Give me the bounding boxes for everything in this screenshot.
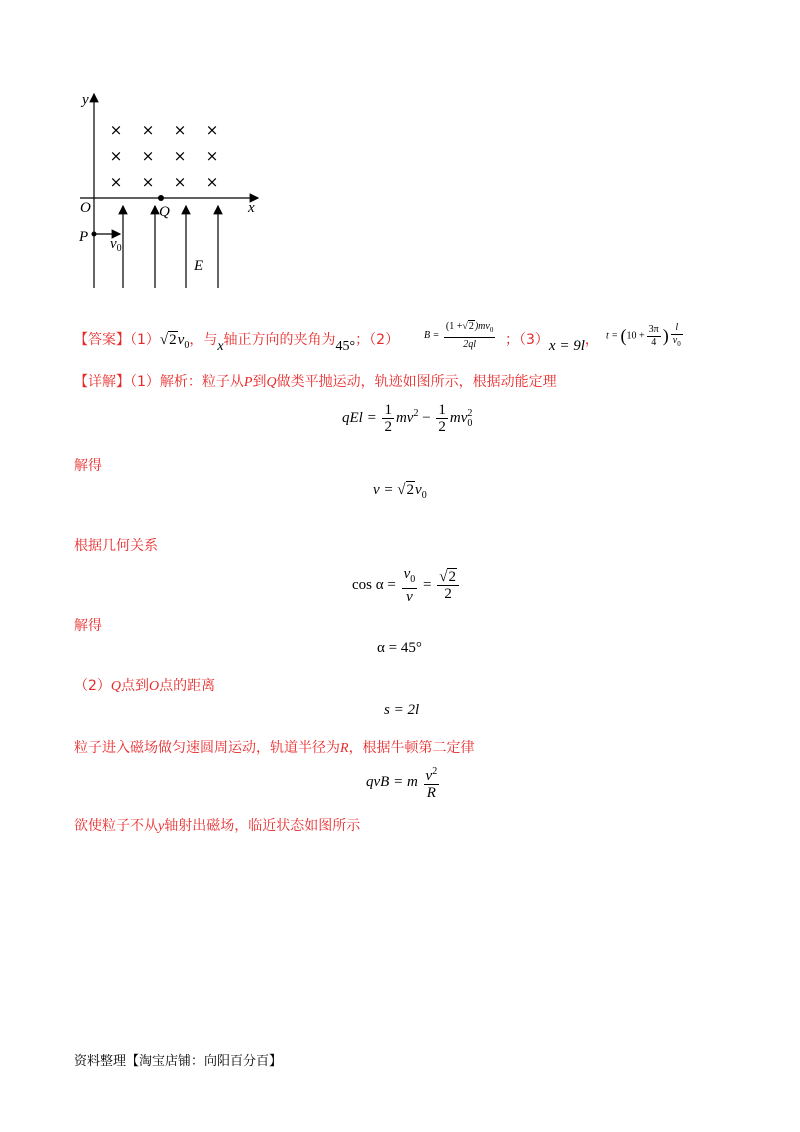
label-x: x bbox=[248, 200, 255, 216]
b-field-cross: × bbox=[205, 121, 219, 139]
answer-line-part3: ；（3）x = 9l， bbox=[505, 332, 599, 354]
b-field-cross: × bbox=[109, 121, 123, 139]
point-p bbox=[92, 232, 97, 237]
detail-geometry: 根据几何关系 bbox=[74, 538, 158, 554]
b-field-cross: × bbox=[205, 147, 219, 165]
label-e: E bbox=[194, 258, 204, 274]
b-field-cross: × bbox=[141, 173, 155, 191]
b-field-cross: × bbox=[173, 147, 187, 165]
b-field-cross: × bbox=[109, 147, 123, 165]
detail-line-3: 粒子进入磁场做匀速圆周运动，轨道半径为R，根据牛顿第二定律 bbox=[74, 740, 475, 756]
b-field-cross: × bbox=[205, 173, 219, 191]
b-field-cross: × bbox=[173, 173, 187, 191]
detail-line-4: 欲使粒子不从y轴射出磁场，临近状态如图所示 bbox=[74, 818, 361, 834]
equation-energy: qEl = $\frac{1}{2}$ $mv^2$ − $\frac{1}{2}$ mv 2 0 bbox=[342, 402, 473, 435]
answer-t-formula: t = (10 + $\frac{3\pi}{4}$ ) $\frac{l}{v_0}$ bbox=[606, 322, 681, 348]
magnetic-field-crosses bbox=[110, 121, 219, 191]
b-field-cross: × bbox=[109, 173, 123, 191]
detail-line-2: （2）Q点到O点的距离 bbox=[74, 678, 216, 694]
equation-newton: qvB = m $\frac{v^2}{R}$ bbox=[366, 766, 438, 801]
label-v0: $v_0$ bbox=[110, 236, 122, 254]
equation-distance: s = 2l bbox=[384, 702, 420, 718]
label-p: P bbox=[79, 229, 89, 245]
field-diagram bbox=[70, 88, 270, 298]
equation-speed: $v = √2v_0$ bbox=[373, 482, 427, 501]
answer-line: 【答案】$(1)√2v_0$，与x轴正方向的夹角为45°；（2） bbox=[74, 332, 400, 354]
footer-source: 资料整理【淘宝店铺：向阳百分百】 bbox=[74, 1054, 283, 1069]
detail-solve-1: 解得 bbox=[74, 458, 102, 474]
equation-angle: α = 45° bbox=[377, 640, 422, 656]
answer-tag: 【答案】 bbox=[74, 332, 130, 348]
detail-solve-2: 解得 bbox=[74, 618, 102, 634]
detail-line-1: 【详解】（1）解析：粒子从P到Q做类平抛运动，轨迹如图所示，根据动能定理 bbox=[74, 374, 557, 390]
equation-cos: cos α = $\frac{v_0}{v}$ = $\frac{√2}{2}$ bbox=[352, 566, 461, 605]
v-result: $√2v_0$ bbox=[159, 332, 190, 351]
b-field-cross: × bbox=[141, 121, 155, 139]
b-field-cross: × bbox=[141, 147, 155, 165]
label-o: O bbox=[80, 200, 91, 216]
label-y: y bbox=[82, 92, 89, 108]
point-q bbox=[158, 195, 164, 201]
answer-b-formula: B = $\frac{(1 +√2)mv_0}{2ql}$ bbox=[424, 321, 494, 350]
b-field-cross: × bbox=[173, 121, 187, 139]
label-q: Q bbox=[159, 204, 170, 220]
